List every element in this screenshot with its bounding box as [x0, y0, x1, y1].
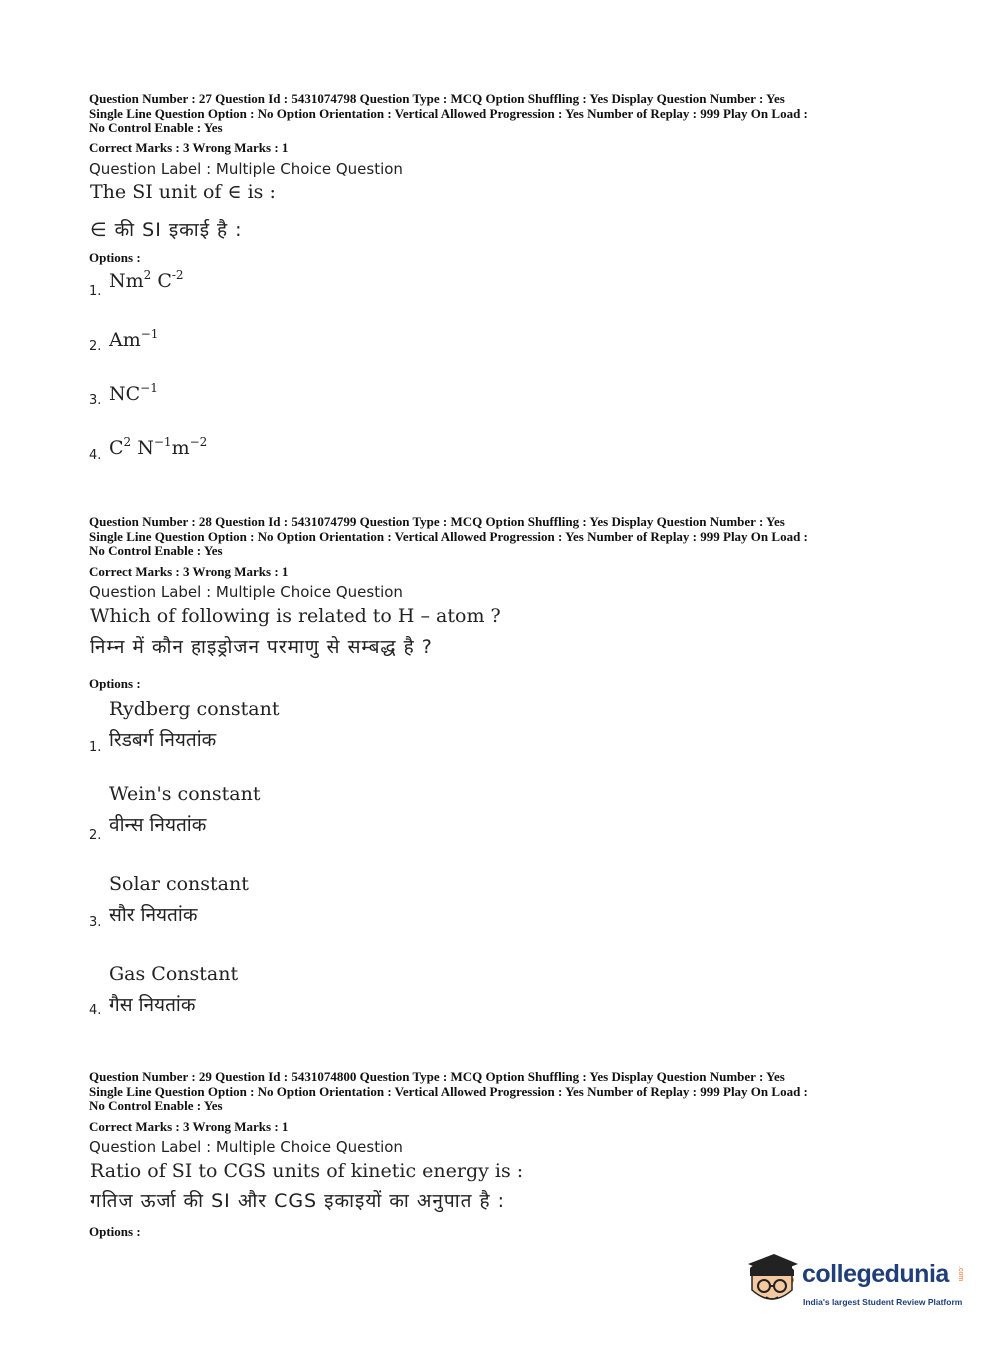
option-number: 2.: [89, 828, 102, 843]
question-label: Question Label : Multiple Choice Question: [89, 1138, 403, 1156]
option-number: 4.: [89, 1003, 102, 1018]
option-text-english: Rydberg constant: [109, 698, 280, 720]
collegedunia-logo: [742, 1250, 972, 1320]
option-text-hindi: सौर नियतांक: [109, 904, 198, 926]
question-marks: Correct Marks : 3 Wrong Marks : 1: [89, 564, 289, 579]
option-text: $C^2$ $N^{-1}m^{-2}$: [109, 435, 208, 459]
option-number: 1.: [89, 740, 102, 755]
option-text: $Am^{-1}$: [109, 327, 159, 351]
option-text-hindi: गैस नियतांक: [109, 994, 196, 1016]
option-number: 2.: [89, 339, 102, 354]
question-meta: Question Number : 28 Question Id : 5431074799 Question Type : MCQ Option Shuffling : Yes Display Question Number : Yes Single Line Question Option : No Option Orientation : Vertical Allowed Progression : Yes Number of Replay : 999 Play On Load : No Control Enable : Yes: [89, 514, 808, 558]
question-text-english: Ratio of SI to CGS units of kinetic energy is :: [90, 1160, 524, 1182]
option-text-english: Wein's constant: [109, 783, 261, 805]
option-number: 4.: [89, 448, 102, 463]
question-label: Question Label : Multiple Choice Question: [89, 160, 403, 178]
question-meta: Question Number : 27 Question Id : 5431074798 Question Type : MCQ Option Shuffling : Yes Display Question Number : Yes Single Line Question Option : No Option Orientation : Vertical Allowed Progression : Yes Number of Replay : 999 Play On Load : No Control Enable : Yes: [89, 91, 808, 135]
option-number: 1.: [89, 284, 102, 299]
mascot-icon: [742, 1250, 802, 1314]
question-label: Question Label : Multiple Choice Question: [89, 583, 403, 601]
option-text-hindi: रिडबर्ग नियतांक: [109, 729, 217, 751]
logo-name: collegedunia: [802, 1260, 949, 1288]
option-number: 3.: [89, 915, 102, 930]
option-text: Nm$^2$ $C^{-2}$: [109, 268, 184, 292]
question-text-hindi: गतिज ऊर्जा की SI और CGS इकाइयों का अनुपात है :: [90, 1190, 506, 1212]
question-text-hindi: ∈ की SI इकाई है :: [90, 219, 243, 241]
question-text-english: The SI unit of ∈ is :: [90, 181, 276, 203]
options-label: Options :: [89, 676, 141, 691]
question-text-english: Which of following is related to H – atom ?: [90, 605, 501, 627]
option-text-english: Solar constant: [109, 873, 249, 895]
logo-domain: .com: [957, 1266, 964, 1282]
logo-tagline: India's largest Student Review Platform: [803, 1297, 963, 1307]
option-text-hindi: वीन्स नियतांक: [109, 814, 207, 836]
options-label: Options :: [89, 1224, 141, 1239]
question-marks: Correct Marks : 3 Wrong Marks : 1: [89, 1119, 289, 1134]
option-text-english: Gas Constant: [109, 963, 239, 985]
question-marks: Correct Marks : 3 Wrong Marks : 1: [89, 140, 289, 155]
question-text-hindi: निम्न में कौन हाइड्रोजन परमाणु से सम्बद्ध है ?: [90, 636, 433, 658]
option-text: $NC^{-1}$: [109, 381, 158, 405]
option-number: 3.: [89, 393, 102, 408]
question-meta: Question Number : 29 Question Id : 5431074800 Question Type : MCQ Option Shuffling : Yes Display Question Number : Yes Single Line Question Option : No Option Orientation : Vertical Allowed Progression : Yes Number of Replay : 999 Play On Load : No Control Enable : Yes: [89, 1069, 808, 1113]
options-label: Options :: [89, 250, 141, 265]
